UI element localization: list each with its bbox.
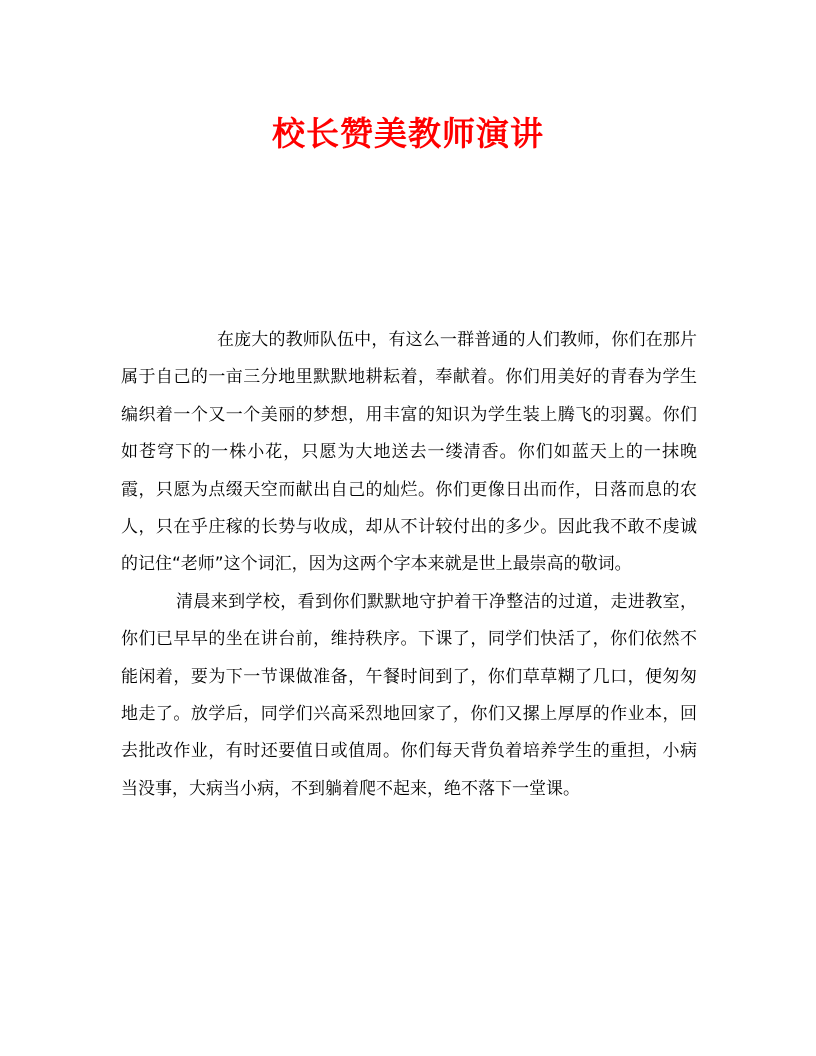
- paragraph-1: 在庞大的教师队伍中，有这么一群普通的人们教师，你们在那片属于自己的一亩三分地里默默地耕耘着，奉献着。你们用美好的青春为学生编织着一个又一个美丽的梦想，用丰富的知识为学生装上腾飞的羽翼。你们如苍穹下的一株小花，只愿为大地送去一缕清香。你们如蓝天上的一抹晚霞，只愿为点缀天空而献出自己的灿烂。你们更像日出而作，日落而息的农人，只在乎庄稼的长势与收成，却从不计较付出的多少。因此我不敢不虔诚的记住“老师”这个词汇，因为这两个字本来就是世上最崇高的敬词。: [121, 330, 697, 575]
- document-body: [121, 322, 697, 808]
- paragraph-2: 清晨来到学校，看到你们默默地守护着干净整洁的过道，走进教室，你们已早早的坐在讲台前，维持秩序。下课了，同学们快活了，你们依然不能闲着，要为下一节课做准备，午餐时间到了，你们草草糊了几口，便匆匆地走了。放学后，同学们兴高采烈地回家了，你们又摞上厚厚的作业本，回去批改作业，有时还要值日或值周。你们每天背负着培养学生的重担，小病当没事，大病当小病，不到躺着爬不起来，绝不落下一堂课。: [121, 591, 697, 799]
- document-title: 校长赞美教师演讲: [272, 114, 544, 153]
